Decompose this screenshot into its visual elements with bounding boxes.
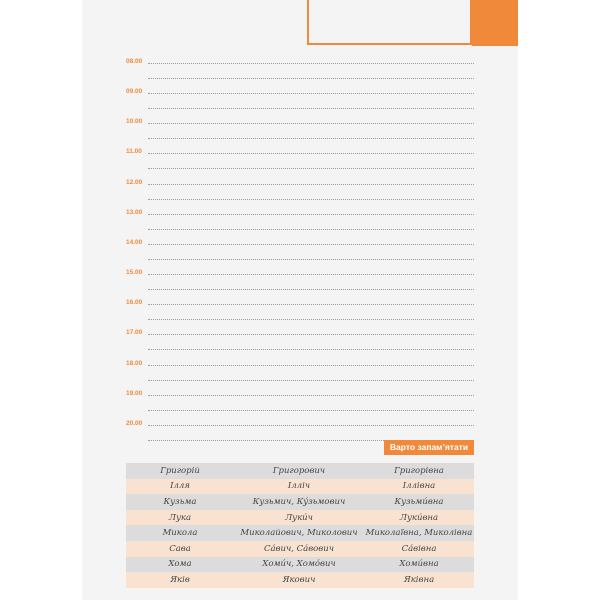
hour-row[interactable]	[126, 389, 474, 414]
half-hour-line	[148, 199, 474, 200]
table-row	[126, 479, 474, 495]
female-patronymic-cell: Кузьмúвна	[364, 494, 474, 510]
hour-label: 12.00	[126, 178, 143, 186]
hour-label: 14.00	[126, 238, 143, 246]
hour-line	[148, 244, 474, 245]
hour-line	[148, 123, 474, 124]
male-patronymic-cell: Кузьмич, Кýзьмович	[234, 494, 364, 510]
hour-line	[148, 334, 474, 335]
hour-line	[148, 214, 474, 215]
hour-row[interactable]	[126, 299, 474, 323]
name-cell: Яків	[126, 572, 234, 588]
remember-title: Варто запам’ятати	[384, 440, 474, 455]
table-row	[126, 572, 474, 588]
female-patronymic-cell: Іллівна	[364, 479, 474, 495]
male-patronymic-cell: Ілліч	[234, 479, 364, 495]
hour-row[interactable]	[126, 148, 474, 172]
hour-row[interactable]	[126, 208, 474, 233]
hour-label: 08.00	[126, 58, 143, 65]
hour-label: 10.00	[126, 118, 143, 126]
half-hour-line	[148, 410, 474, 411]
male-patronymic-cell: Лукúч	[234, 510, 364, 526]
female-patronymic-cell: Яківна	[364, 572, 474, 588]
male-patronymic-cell: Сáвич, Сáвович	[234, 541, 364, 557]
half-hour-line	[148, 319, 474, 320]
hour-label: 18.00	[126, 359, 143, 367]
hour-label: 20.00	[126, 419, 143, 427]
hour-label: 09.00	[126, 88, 143, 96]
name-cell: Микола	[126, 525, 234, 541]
half-hour-line	[148, 168, 474, 169]
table-row	[126, 494, 474, 510]
name-cell: Кузьма	[126, 494, 234, 510]
hour-row[interactable]	[126, 88, 474, 112]
patronymics-table	[126, 463, 474, 588]
female-patronymic-cell: Лукúвна	[364, 510, 474, 526]
female-patronymic-cell: Миколаївна, Миколівна	[364, 525, 474, 541]
hour-row[interactable]	[126, 329, 474, 353]
hour-line	[148, 184, 474, 185]
half-hour-line	[148, 78, 474, 79]
table-row	[126, 510, 474, 526]
hour-label: 15.00	[126, 269, 143, 277]
name-cell: Ілля	[126, 479, 234, 495]
name-cell: Лука	[126, 510, 234, 526]
female-patronymic-cell: Хомúвна	[364, 557, 474, 573]
male-patronymic-cell: Якович	[234, 572, 364, 588]
hour-label: 16.00	[126, 299, 143, 307]
female-patronymic-cell: Сáвівна	[364, 541, 474, 557]
hour-line	[148, 425, 474, 426]
half-hour-line	[148, 229, 474, 230]
hour-row[interactable]	[126, 238, 474, 263]
hour-row[interactable]	[126, 359, 474, 384]
table-row	[126, 541, 474, 557]
hour-line	[148, 395, 474, 396]
hour-label: 11.00	[126, 148, 142, 156]
corner-accent	[472, 0, 518, 46]
male-patronymic-cell: Миколайович, Миколович	[234, 525, 364, 541]
half-hour-line	[148, 138, 474, 139]
date-header-box	[307, 0, 472, 45]
half-hour-line	[148, 289, 474, 290]
hour-row[interactable]	[126, 269, 474, 293]
hour-line	[148, 153, 474, 154]
hour-line	[148, 93, 474, 94]
half-hour-line	[148, 380, 474, 381]
hour-label: 19.00	[126, 389, 143, 397]
hour-label: 17.00	[126, 329, 143, 337]
name-cell: Григорій	[126, 463, 234, 479]
hour-line	[148, 274, 474, 275]
name-cell: Сава	[126, 541, 234, 557]
table-row	[126, 525, 474, 541]
name-cell: Хома	[126, 557, 234, 573]
half-hour-line	[148, 259, 474, 260]
hour-row[interactable]	[126, 178, 474, 203]
male-patronymic-cell: Григорович	[234, 463, 364, 479]
hour-label: 13.00	[126, 208, 143, 216]
female-patronymic-cell: Григорівна	[364, 463, 474, 479]
male-patronymic-cell: Хомúч, Хомóвич	[234, 557, 364, 573]
hour-line	[148, 63, 474, 64]
half-hour-line	[148, 349, 474, 350]
table-row	[126, 557, 474, 573]
hour-row[interactable]	[126, 118, 474, 142]
hour-row[interactable]	[126, 58, 474, 82]
hour-line	[148, 365, 474, 366]
half-hour-line	[148, 108, 474, 109]
table-row	[126, 463, 474, 479]
hour-line	[148, 304, 474, 305]
